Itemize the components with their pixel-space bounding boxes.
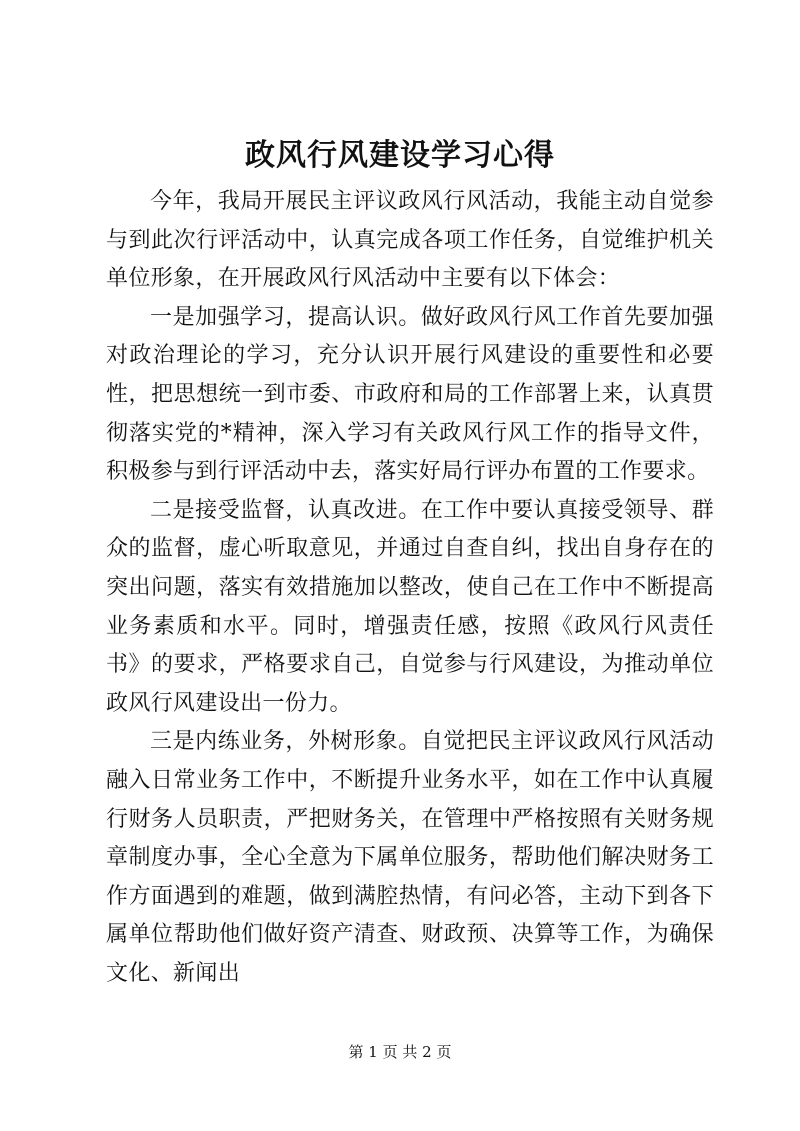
paragraph-point-three: 三是内练业务，外树形象。自觉把民主评议政风行风活动融入日常业务工作中，不断提升业务水平，如在工作中认真履行财务人员职责，严把财务关，在管理中严格按照有关财务规章制度办事，全心全意为下属单位服务，帮助他们解决财务工作方面遇到的难题，做到满腔热情，有问必答，主动下到各下属单位帮助他们做好资产清查、财政预、决算等工作，为确保文化、新闻出 <box>106 729 714 986</box>
paragraph-intro: 今年，我局开展民主评议政风行风活动，我能主动自觉参与到此次行评活动中，认真完成各项工作任务，自觉维护机关单位形象，在开展政风行风活动中主要有以下体会： <box>106 189 714 292</box>
paragraph-point-one: 一是加强学习，提高认识。做好政风行风工作首先要加强对政治理论的学习，充分认识开展行风建设的重要性和必要性，把思想统一到市委、市政府和局的工作部署上来，认真贯彻落实党的*精神，深入学习有关政风行风工作的指导文件，积极参与到行评活动中去，落实好局行评办布置的工作要求。 <box>106 304 714 485</box>
document-title: 政风行风建设学习心得 <box>245 138 555 173</box>
document-body <box>106 183 714 993</box>
page-number-footer: 第 1 页 共 2 页 <box>348 1043 452 1061</box>
paragraph-point-two: 二是接受监督，认真改进。在工作中要认真接受领导、群众的监督，虚心听取意见，并通过自查自纠，找出自身存在的突出问题，落实有效措施加以整改，使自己在工作中不断提高业务素质和水平。同时，增强责任感，按照《政风行风责任书》的要求，严格要求自己，自觉参与行风建设，为推动单位政风行风建设出一份力。 <box>106 497 714 716</box>
